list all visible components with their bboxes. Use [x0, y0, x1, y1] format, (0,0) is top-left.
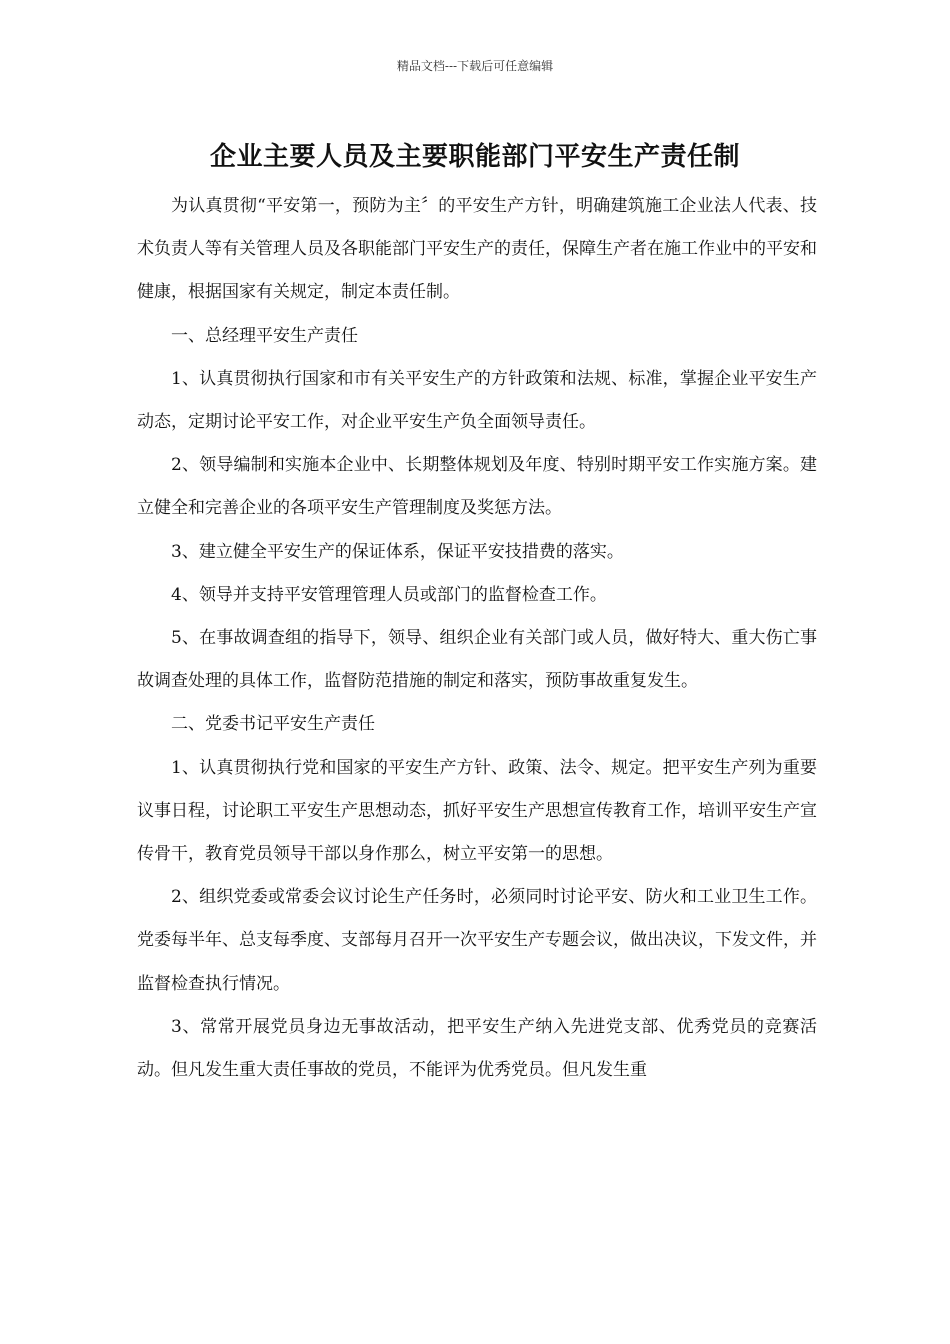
paragraph: 1、认真贯彻执行党和国家的平安生产方针、政策、法令、规定。把平安生产列为重要议事日程，讨论职工平安生产思想动态，抓好平安生产思想宣传教育工作，培训平安生产宣传骨干，教育党员领导干部以身作那么，树立平安第一的思想。: [137, 757, 817, 865]
intro-paragraph: 为认真贯彻“平安第一，预防为主〞的平安生产方针，明确建筑施工企业法人代表、技术负责人等有关管理人员及各职能部门平安生产的责任，保障生产者在施工作业中的平安和健康，根据国家有关规定，制定本责任制。: [137, 196, 817, 303]
paragraph: 3、建立健全平安生产的保证体系，保证平安技措费的落实。: [171, 541, 624, 562]
paragraph: 2、组织党委或常委会议讨论生产任务时，必须同时讨论平安、防火和工业卫生工作。党委每半年、总支每季度、支部每月召开一次平安生产专题会议，做出决议，下发文件，并监督检查执行情况。: [137, 887, 817, 994]
paragraph: 2、领导编制和实施本企业中、长期整体规划及年度、特别时期平安工作实施方案。建立健全和完善企业的各项平安生产管理制度及奖惩方法。: [137, 455, 817, 519]
section-heading-general-manager: 一、总经理平安生产责任: [171, 325, 358, 346]
paragraph: 1、认真贯彻执行国家和市有关平安生产的方针政策和法规、标准，掌握企业平安生产动态，定期讨论平安工作，对企业平安生产负全面领导责任。: [137, 368, 817, 433]
paragraph: 5、在事故调查组的指导下，领导、组织企业有关部门或人员，做好特大、重大伤亡事故调查处理的具体工作，监督防范措施的制定和落实，预防事故重复发生。: [137, 628, 817, 692]
document-body: [137, 185, 817, 1092]
document-title: 企业主要人员及主要职能部门平安生产责任制: [209, 142, 740, 172]
paragraph: 4、领导并支持平安管理管理人员或部门的监督检查工作。: [171, 584, 607, 605]
page-header: 精品文档---下载后可任意编辑: [396, 59, 554, 73]
paragraph: 3、常常开展党员身边无事故活动，把平安生产纳入先进党支部、优秀党员的竞赛活动。但凡发生重大责任事故的党员，不能评为优秀党员。但凡发生重: [137, 1016, 817, 1081]
section-heading-party-secretary: 二、党委书记平安生产责任: [171, 714, 375, 735]
